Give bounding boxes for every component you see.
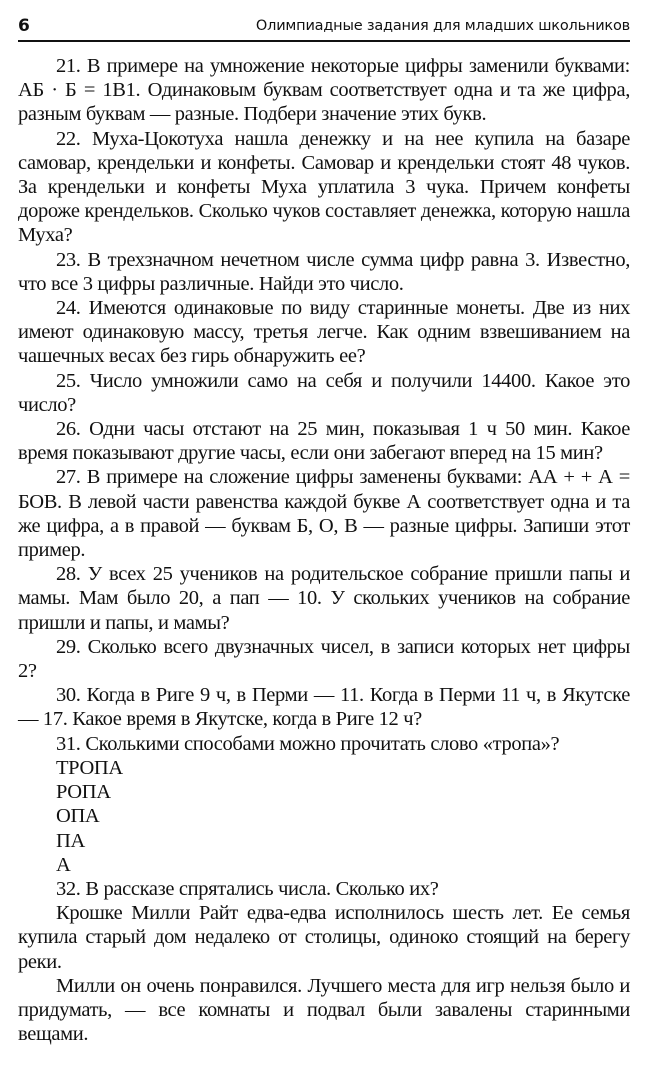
problem-31: 31. Сколькими способами можно прочитать слово «тропа»? <box>56 732 560 755</box>
problem-29: 29. Сколько всего двузначных чисел, в записи которых нет цифры 2? <box>18 635 630 683</box>
problem-22: 22. Муха-Цокотуха нашла денежку и на нее купила на базаре самовар, крендельки и конфеты. Самовар и крендельки стоят 48 чуков. За крендельки и конфеты Муха уплатила 3 чука. Причем конфеты дороже крендельков. Сколько чуков составляет денежка, которую нашла Муха? <box>18 127 630 247</box>
problem-26: 26. Одни часы отстают на 25 мин, показывая 1 ч 50 мин. Какое время показывают другие часы, если они забегают вперед на 15 мин? <box>18 418 630 465</box>
problem-23: 23. В трехзначном нечетном числе сумма цифр равна 3. Известно, что все 3 цифры различные. Найди это число. <box>18 248 630 295</box>
book-page <box>18 0 630 1046</box>
problem-30: 30. Когда в Риге 9 ч, в Перми — 11. Когда в Перми 11 ч, в Якутске — 17. Какое время в Якутске, когда в Риге 12 ч? <box>18 684 630 731</box>
word-line: РОПА <box>56 781 111 804</box>
page-number: 6 <box>18 16 30 36</box>
problem-24: 24. Имеются одинаковые по виду старинные монеты. Две из них имеют одинаковую массу, третья легче. Как одним взвешиванием на чашечных весах без гирь обнаружить ее? <box>18 297 630 368</box>
story-paragraph: Крошке Милли Райт едва-едва исполнилось шесть лет. Ее семья купила старый дом недалеко от столицы, одиноко стоящий на берегу реки. <box>18 902 630 973</box>
word-line: А <box>56 853 71 876</box>
word-line: ТРОПА <box>56 756 123 779</box>
word-line: ОПА <box>56 805 100 828</box>
problem-21: 21. В примере на умножение некоторые цифры заменили буквами: АБ · Б = 1В1. Одинаковым буквам соответствует одна и та же цифра, разным буквам — разные. Подбери значение этих букв. <box>18 55 630 126</box>
problem-25: 25. Число умножили само на себя и получили 14400. Какое это число? <box>18 369 630 416</box>
word-line: ПА <box>56 829 85 852</box>
page-header <box>18 0 630 42</box>
word-triangle <box>18 756 630 877</box>
problem-32: 32. В рассказе спрятались числа. Сколько их? <box>56 877 439 900</box>
problem-27: 27. В примере на сложение цифры заменены буквами: АА + + А = БОВ. В левой части равенства каждой букве А соответствует одна и та же цифра, а в правой — буквам Б, О, В — разные цифры. Запиши этот пример. <box>18 466 630 562</box>
story-paragraph: Милли он очень понравился. Лучшего места для игр нельзя было и придумать, — все комнаты и подвал были завалены старинными вещами. <box>18 974 630 1046</box>
problem-28: 28. У всех 25 учеников на родительское собрание пришли папы и мамы. Мам было 20, а пап — 10. У скольких учеников на собрание пришли и папы, и мамы? <box>18 563 630 634</box>
running-title: Олимпиадные задания для младших школьников <box>255 18 630 34</box>
page-body <box>18 54 630 1046</box>
